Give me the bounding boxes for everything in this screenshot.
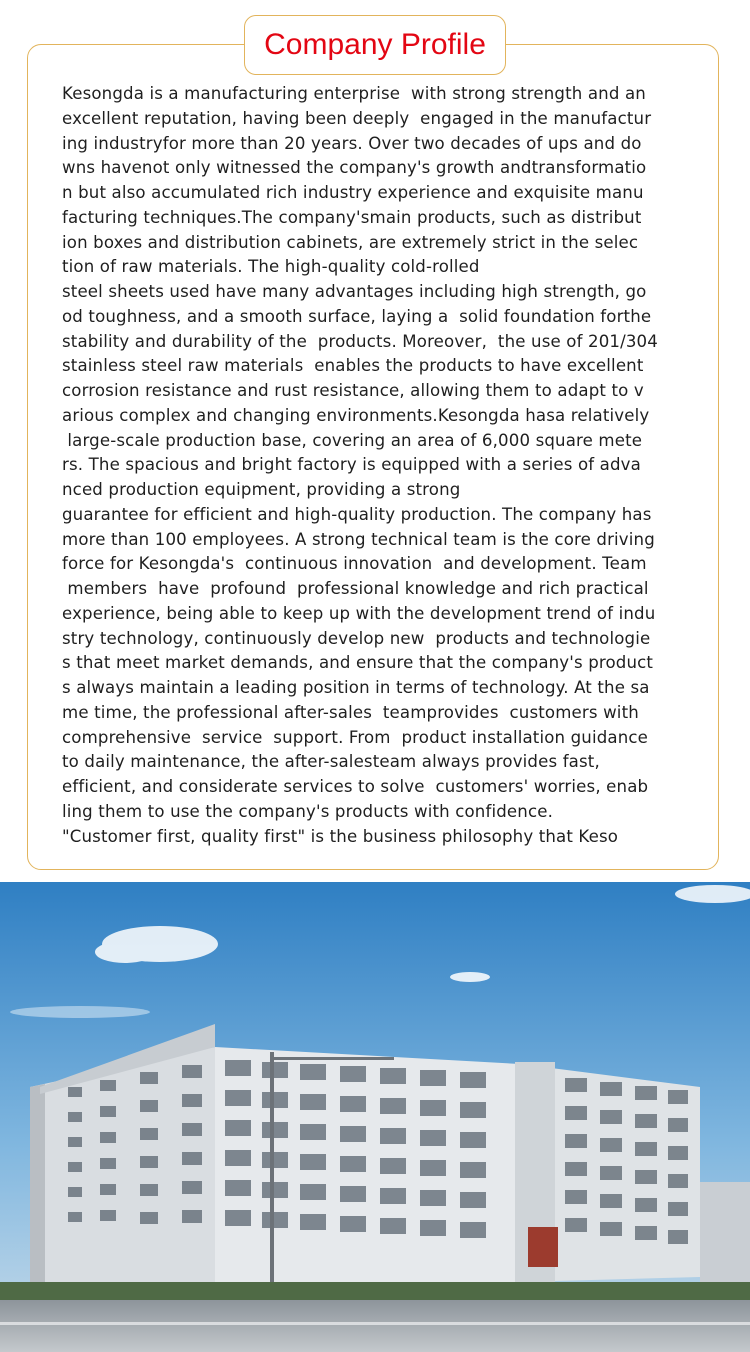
text-line: guarantee for efficient and high-quality production. The company has xyxy=(62,504,652,524)
text-line: tion of raw materials. The high-quality cold-rolled xyxy=(62,257,480,277)
text-line: steel sheets used have many advantages including high strength, go xyxy=(62,282,647,301)
factory-building-photo xyxy=(0,882,750,1352)
text-line: ion boxes and distribution cabinets, are extremely strict in the selec xyxy=(62,232,639,252)
text-line: s always maintain a leading position in terms of technology. At the sa xyxy=(62,678,650,697)
text-line: nced production equipment, providing a strong xyxy=(62,480,461,499)
street-light-arm xyxy=(274,1057,394,1060)
text-line: rs. The spacious and bright factory is equipped with a series of adva xyxy=(62,455,641,475)
street-light-pole xyxy=(270,1052,274,1322)
text-line: stry technology, continuously develop new products and technologie xyxy=(62,628,651,648)
text-line: "Customer first, quality first" is the business philosophy that Keso xyxy=(62,826,619,846)
text-line: corrosion resistance and rust resistance, allowing them to adapt to v xyxy=(62,381,644,400)
text-line: ling them to use the company's products with confidence. xyxy=(62,801,553,821)
text-line: me time, the professional after-sales teamprovides customers with xyxy=(62,702,639,722)
text-line: wns havenot only witnessed the company's growth andtransformatio xyxy=(62,158,647,178)
text-line: facturing techniques.The company'smain products, such as distribut xyxy=(62,207,642,227)
text-line: stainless steel raw materials enables the products to have excellent xyxy=(62,356,644,376)
building-left-side xyxy=(30,1084,45,1282)
text-line: s that meet market demands, and ensure that the company's product xyxy=(62,653,654,673)
page-title: Company Profile xyxy=(264,28,486,61)
text-line: large-scale production base, covering an area of 6,000 square mete xyxy=(62,430,643,450)
text-line: excellent reputation, having been deeply engaged in the manufactur xyxy=(62,108,652,128)
text-line: ing industryfor more than 20 years. Over two decades of ups and do xyxy=(62,133,642,153)
road-line xyxy=(0,1322,750,1325)
hedge xyxy=(0,1282,750,1300)
text-line: more than 100 employees. A strong technical team is the core driving xyxy=(62,529,655,549)
text-line: stability and durability of the products. Moreover, the use of 201/304 xyxy=(62,331,658,351)
red-panel xyxy=(528,1227,558,1267)
text-line: to daily maintenance, the after-salesteam always provides fast, xyxy=(62,752,600,772)
text-line: experience, being able to keep up with the development trend of indu xyxy=(62,603,656,623)
text-line: od toughness, and a smooth surface, laying a solid foundation forthe xyxy=(62,306,652,326)
road xyxy=(0,1300,750,1352)
text-line: arious complex and changing environments.Kesongda hasa relatively xyxy=(62,405,650,425)
side-building xyxy=(700,1182,750,1282)
title-box xyxy=(244,15,506,75)
text-line: members have profound professional knowledge and rich practical xyxy=(62,579,649,598)
text-line: n but also accumulated rich industry experience and exquisite manu xyxy=(62,183,644,202)
text-line: force for Kesongda's continuous innovation and development. Team xyxy=(62,554,647,574)
text-line: Kesongda is a manufacturing enterprise with strong strength and an xyxy=(62,84,646,103)
profile-text xyxy=(62,82,702,849)
text-line: comprehensive service support. From product installation guidance xyxy=(62,727,649,747)
text-line: efficient, and considerate services to solve customers' worries, enab xyxy=(62,777,649,796)
